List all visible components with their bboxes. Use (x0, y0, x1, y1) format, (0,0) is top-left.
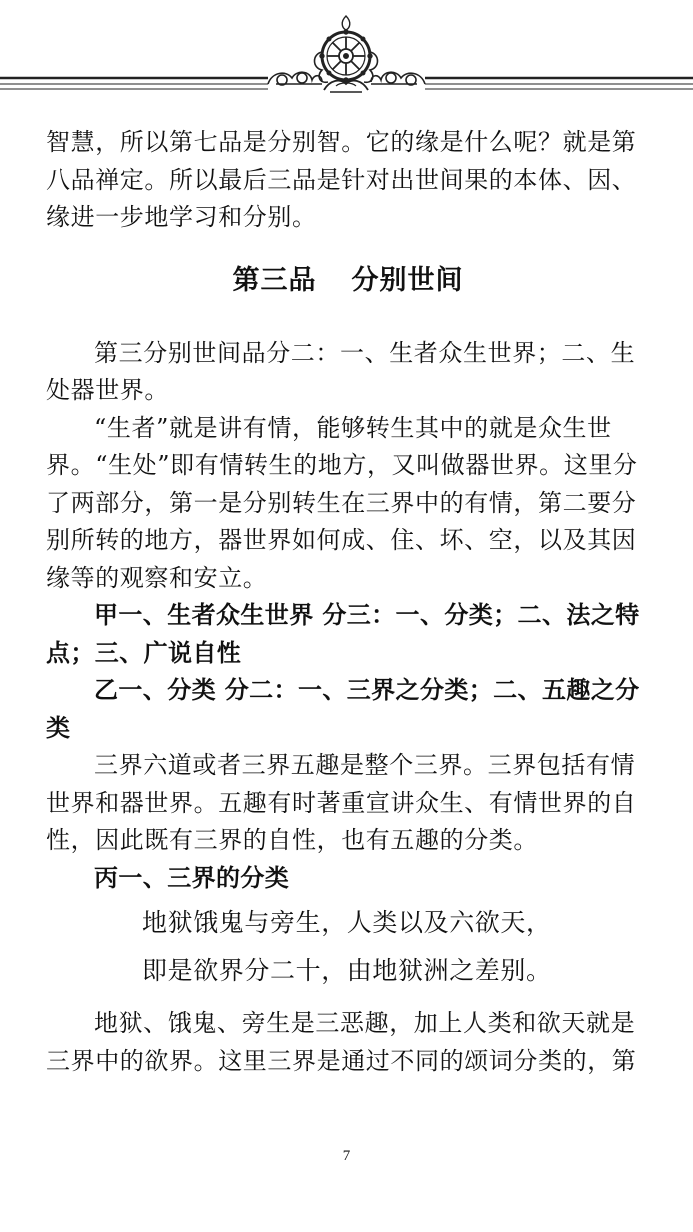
body-paragraph: 地狱、饿鬼、旁生是三恶趣，加上人类和欲天就是三界中的欲界。这里三界是通过不同的颂词分类的，第 (46, 1009, 637, 1075)
body-paragraph: 三界六道或者三界五趣是整个三界。三界包括有情世界和器世界。五趣有时著重宣讲众生、有情世界的自性，因此既有三界的自性，也有五趣的分类。 (46, 751, 637, 854)
section-heading: 丙一、三界的分类 (94, 863, 290, 892)
dharma-wheel-icon (315, 16, 378, 92)
body-paragraph: “生者”就是讲有情，能够转生其中的就是众生世界。“生处”即有情转生的地方，又叫做器世界。这里分了两部分，第一是分别转生在三界中的有情，第二要分别所转的地方，器世界如何成、住、坏、空，以及其因缘等的观察和安立。 (46, 413, 638, 592)
header-rule (0, 0, 693, 110)
chapter-number: 第三品 (232, 264, 317, 296)
section-heading: 乙一、分类 分二：一、三界之分类；二、五趣之分类 (46, 676, 640, 742)
page-header-ornament (0, 0, 693, 110)
verse-line: 地狱饿鬼与旁生，人类以及六欲天， (142, 908, 552, 937)
right-cloud-icon (371, 72, 425, 85)
chapter-title (46, 261, 650, 301)
body-paragraph: 第三分别世间品分二：一、生者众生世界；二、生处器世界。 (46, 338, 636, 404)
section-heading: 甲一、生者众生世界 分三：一、分类；二、法之特点；三、广说自性 (46, 601, 640, 667)
chapter-name: 分别世间 (351, 264, 464, 296)
left-cloud-icon (268, 72, 322, 85)
verse-line: 即是欲界分二十，由地狱洲之差别。 (142, 956, 552, 985)
page-number: 7 (342, 1148, 351, 1164)
body-paragraph: 智慧，所以第七品是分别智。它的缘是什么呢？就是第八品禅定。所以最后三品是针对出世间果的本体、因、缘进一步地学习和分别。 (46, 128, 637, 231)
page-body (46, 124, 650, 1080)
